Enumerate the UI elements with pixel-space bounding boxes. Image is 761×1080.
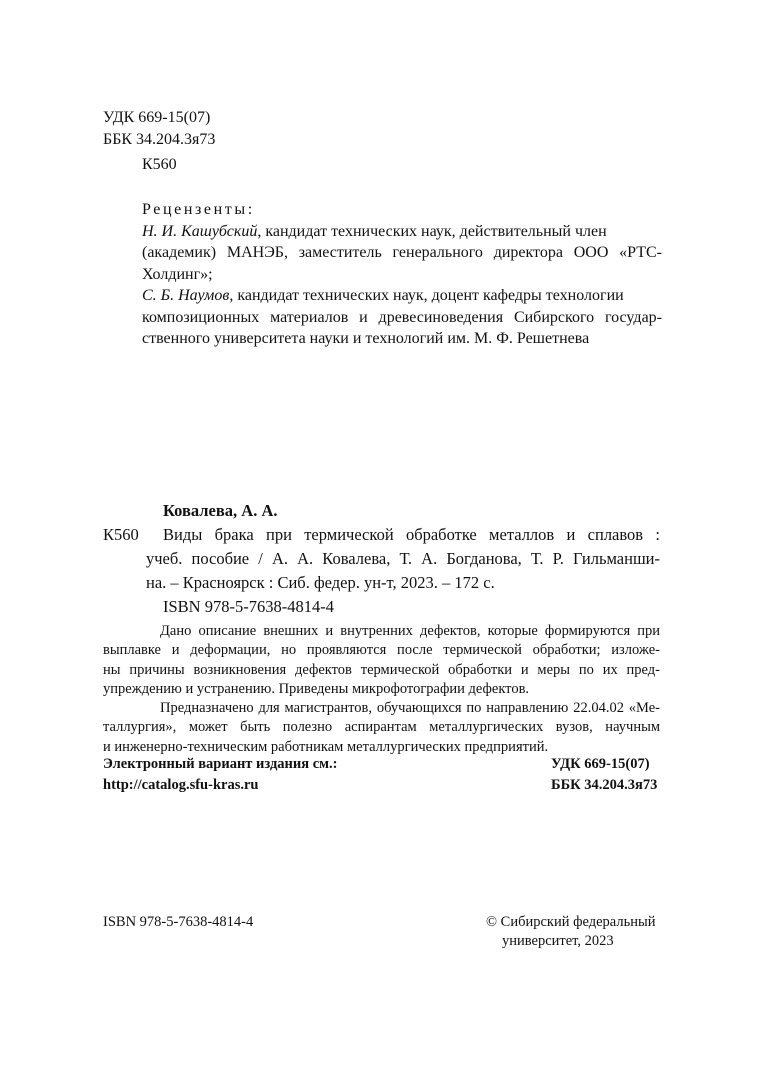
catalog-code: К560 (103, 525, 139, 544)
catalog-title-line-2: учеб. пособие / А. А. Ковалева, Т. А. Богданова, Т. Р. Гильманши- (146, 549, 660, 568)
author-mark: К560 (142, 156, 177, 173)
footer-isbn: ISBN 978-5-7638-4814-4 (103, 914, 254, 930)
annotation-line: таллургия», может быть полезно аспирантам металлургических вузов, научным (103, 719, 660, 736)
reviewer-1-line-1 (142, 221, 662, 243)
copyright-line-1: © Сибирский федеральный (486, 914, 656, 930)
reviewer-1-credentials: , кандидат технических наук, действительный член (257, 222, 607, 240)
bbk-code: ББК 34.204.3я73 (103, 131, 216, 148)
annotation-line: Дано описание внешних и внутренних дефектов, которые формируются при (160, 623, 660, 639)
reviewer-2-line-1 (142, 285, 662, 307)
catalog-author: Ковалева, А. А. (163, 501, 278, 520)
annotation-line: и инженерно-техническим работникам металлургических предприятий. (103, 738, 549, 755)
catalog-title-line-3: на. – Красноярск : Сиб. федер. ун-т, 2023. – 172 с. (146, 573, 495, 592)
catalog-isbn: ISBN 978-5-7638-4814-4 (163, 597, 334, 616)
reviewer-2-name: С. Б. Наумов (142, 287, 230, 304)
reviewer-1-name: Н. И. Кашубский (142, 222, 258, 240)
annotation-line: выплавке и деформации, но проявляются после термической обработки; изложе- (103, 642, 660, 659)
annotation-line: упреждению и устранению. Приведены микрофотографии дефектов. (103, 680, 530, 697)
reviewer-1-line-2: (академик) МАНЭБ, заместитель генерального директора ООО «РТС- (142, 244, 662, 261)
copyright-line-2: университет, 2023 (502, 933, 614, 949)
catalog-title-line-1: Виды брака при термической обработке металлов и сплавов : (163, 525, 660, 544)
catalog-line-1-row (103, 523, 660, 547)
bbk-code-bold: ББК 34.204.3я73 (551, 777, 658, 793)
reviewer-2-line-3: ственного университета науки и технологий им. М. Ф. Решетнева (142, 330, 590, 347)
reviewer-2-credentials: , кандидат технических наук, доцент кафедры технологии (229, 287, 624, 304)
reviewers-heading: Рецензенты: (142, 201, 255, 218)
annotation-line: ны причины возникновения дефектов термической обработки и меры по их пред- (103, 661, 660, 678)
reviewer-1-line-3: Холдинг»; (142, 265, 213, 283)
udk-code-bold: УДК 669-15(07) (551, 756, 650, 772)
catalog-card (103, 499, 660, 619)
annotation (103, 622, 660, 757)
electronic-version-label: Электронный вариант издания см.: (103, 756, 338, 772)
annotation-line: Предназначено для магистрантов, обучающихся по направлению 22.04.02 «Ме- (160, 700, 660, 717)
electronic-version-url[interactable]: http://catalog.sfu-kras.ru (103, 777, 259, 793)
reviewers-section (142, 199, 662, 350)
udk-code: УДК 669-15(07) (103, 109, 211, 126)
reviewer-2-line-2: композиционных материалов и древесиноведения Сибирского государ- (142, 308, 662, 326)
